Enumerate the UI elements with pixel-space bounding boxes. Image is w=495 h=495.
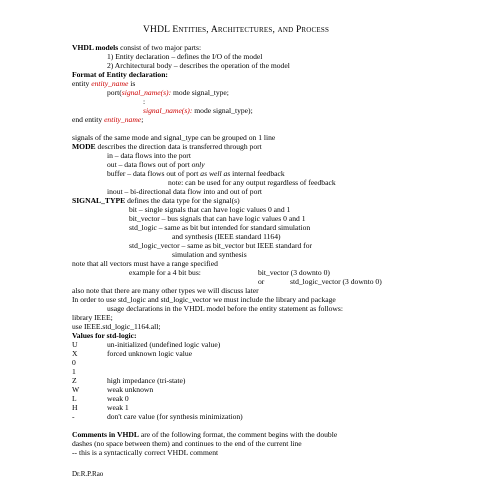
- comment-example: -- this is a syntactically correct VHDL comment: [72, 448, 219, 457]
- value-description: high impedance (tri-state): [107, 376, 186, 385]
- type-std-logic-vector: std_logic_vector – same as bit_vector but IEEE standard for: [129, 241, 313, 250]
- note-other-types: also note that there are many other types we will discuss later: [72, 286, 259, 295]
- code-line-port: port(signal_name(s): mode signal_type;: [107, 88, 229, 97]
- code-line-port-last: signal_name(s): mode signal_type);: [143, 106, 253, 115]
- mode-heading: MODE describes the direction data is transferred through port: [72, 142, 262, 151]
- intro-line: VHDL models consist of two major parts:: [72, 43, 202, 52]
- value-symbol: 1: [72, 367, 76, 376]
- mode-inout: inout – bi-directional data flow into and out of port: [107, 187, 263, 196]
- type-std-logic: std_logic – same as bit but intended for standard simulation: [129, 223, 311, 232]
- value-symbol: X: [72, 349, 78, 358]
- value-symbol: Z: [72, 376, 77, 385]
- comments-paragraph-cont: dashes (no space between them) and continues to the end of the current line: [72, 439, 302, 448]
- code-line-entity: entity entity_name is: [72, 79, 136, 88]
- footer-author: Dr.R.P.Rao: [72, 470, 104, 478]
- list-item-architecture: 2) Architectural body – describes the operation of the model: [107, 61, 290, 70]
- section-heading-entity-format: Format of Entity declaration:: [72, 70, 168, 79]
- value-description: un-initialized (undefined logic value): [107, 340, 221, 349]
- paragraph-library-usage-cont: usage declarations in the VHDL model before the entity statement as follows:: [107, 304, 343, 313]
- value-description: weak unknown: [107, 385, 154, 394]
- signal-type-heading: SIGNAL_TYPE defines the data type for the signal(s): [72, 196, 240, 205]
- value-description: weak 1: [107, 403, 129, 412]
- value-symbol: H: [72, 403, 78, 412]
- mode-buffer: buffer – data flows out of port as well as internal feedback: [107, 169, 285, 178]
- example-std-logic-vector: std_logic_vector (3 downto 0): [290, 277, 382, 286]
- example-or: or: [258, 277, 265, 286]
- type-std-logic-vector-cont: simulation and synthesis: [172, 250, 247, 259]
- code-library: library IEEE;: [72, 313, 113, 322]
- code-line-colon: :: [143, 97, 146, 106]
- value-symbol: 0: [72, 358, 76, 367]
- value-description: forced unknown logic value: [107, 349, 192, 358]
- value-description: weak 0: [107, 394, 129, 403]
- comments-paragraph: Comments in VHDL are of the following format, the comment begins with the double: [72, 430, 338, 439]
- code-use: use IEEE.std_logic_1164.all;: [72, 322, 161, 331]
- value-description: don't care value (for synthesis minimization): [107, 412, 243, 421]
- value-symbol: L: [72, 394, 77, 403]
- type-std-logic-cont: and synthesis (IEEE standard 1164): [172, 232, 281, 241]
- value-symbol: W: [72, 385, 80, 394]
- type-bit: bit – single signals that can have logic values 0 and 1: [129, 205, 291, 214]
- section-heading-std-logic-values: Values for std-logic:: [72, 331, 137, 340]
- example-bit-vector: bit_vector (3 downto 0): [258, 268, 330, 277]
- value-symbol: U: [72, 340, 78, 349]
- paragraph-signals-grouped: signals of the same mode and signal_type can be grouped on 1 line: [72, 133, 276, 142]
- example-label: example for a 4 bit bus:: [129, 268, 201, 277]
- mode-in: in – data flows into the port: [107, 151, 191, 160]
- value-symbol: -: [72, 412, 75, 421]
- page-title: VHDL Entities, Architectures, and Process: [143, 25, 330, 35]
- paragraph-library-usage: In order to use std_logic and std_logic_vector we must include the library and package: [72, 295, 336, 304]
- type-bit-vector: bit_vector – bus signals that can have logic values 0 and 1: [129, 214, 306, 223]
- note-vectors-range: note that all vectors must have a range specified: [72, 259, 218, 268]
- mode-buffer-note: note: can be used for any output regardless of feedback: [168, 178, 336, 187]
- list-item-entity: 1) Entity declaration – defines the I/O of the model: [107, 52, 263, 61]
- code-line-end-entity: end entity entity_name;: [72, 115, 144, 124]
- mode-out: out – data flows out of port only: [107, 160, 205, 169]
